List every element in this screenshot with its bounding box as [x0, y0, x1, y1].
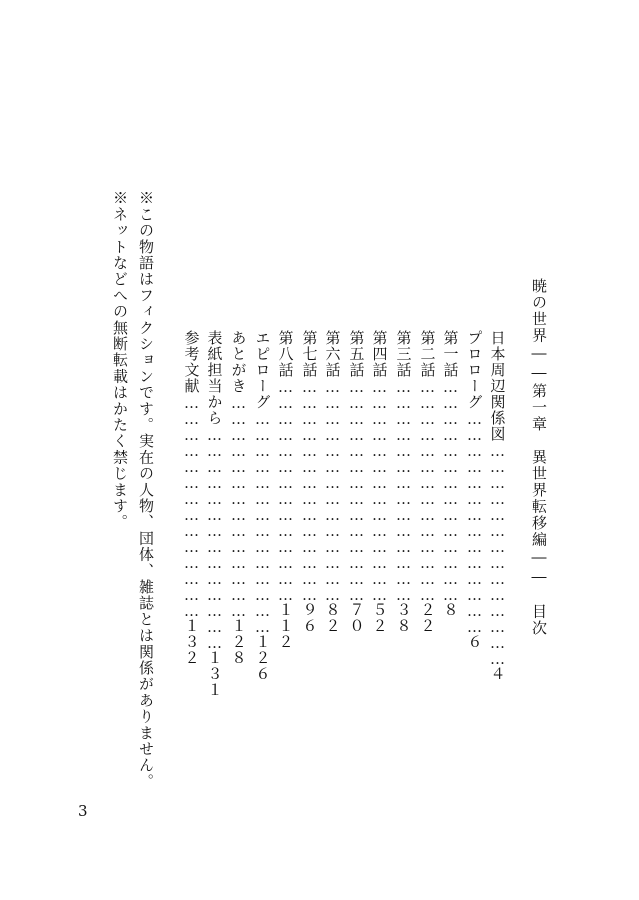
toc-page-number: ８: [441, 602, 460, 618]
toc-leader-dots: ……………………………………: [488, 442, 507, 666]
toc-entry-label: 第五話: [347, 330, 366, 378]
toc-leader-dots: ……………………………………: [418, 378, 437, 602]
toc-entry[interactable]: [394, 330, 413, 634]
fiction-disclaimer: ※この物語はフィクションです。実在の人物、団体、雑誌とは関係がありません。: [137, 190, 155, 790]
page-number: 3: [78, 802, 88, 820]
toc-page-number: １１２: [276, 602, 295, 650]
toc-page-number: ４: [488, 666, 507, 682]
toc-entry-label: 日本周辺関係図: [488, 330, 507, 442]
toc-entry-label: 参考文献: [182, 330, 201, 394]
toc-page-number: ７０: [347, 602, 366, 634]
toc-entry-label: 第二話: [418, 330, 437, 378]
toc-entry[interactable]: [323, 330, 342, 634]
toc-entry-label: 第七話: [300, 330, 319, 378]
toc-entry[interactable]: [300, 330, 319, 634]
toc-leader-dots: ……………………………………: [323, 378, 342, 602]
toc-entry-label: 第三話: [394, 330, 413, 378]
toc-entry[interactable]: [465, 330, 484, 650]
toc-entry-label: あとがき: [229, 330, 248, 394]
toc-entry-label: プロローグ: [465, 330, 484, 410]
toc-leader-dots: ……………………………………: [370, 378, 389, 602]
toc-leader-dots: ……………………………………: [465, 410, 484, 634]
toc-entry[interactable]: [441, 330, 460, 618]
toc-entry-label: 第四話: [370, 330, 389, 378]
toc-page-number: １３２: [182, 618, 201, 666]
toc-title: 暁の世界――第一章 異世界転移編―― 目次: [530, 278, 548, 637]
toc-leader-dots: ……………………………………: [347, 378, 366, 602]
toc-page-number: １２８: [229, 618, 248, 666]
toc-entry-label: 表紙担当から: [205, 330, 224, 426]
toc-page-number: ８２: [323, 602, 342, 634]
toc-page-number: ９６: [300, 602, 319, 634]
toc-entry[interactable]: [229, 330, 248, 666]
toc-entry-label: エピローグ: [253, 330, 272, 410]
toc-leader-dots: ……………………………………: [253, 410, 272, 634]
toc-entry[interactable]: [276, 330, 295, 650]
toc-entry[interactable]: [370, 330, 389, 634]
toc-entry[interactable]: [182, 330, 201, 666]
toc-entry[interactable]: [488, 330, 507, 682]
toc-leader-dots: ……………………………………: [205, 426, 224, 650]
toc-leader-dots: ……………………………………: [441, 378, 460, 602]
toc-entry-label: 第一話: [441, 330, 460, 378]
toc-leader-dots: ……………………………………: [182, 394, 201, 618]
toc-entry[interactable]: [205, 330, 224, 698]
toc-entry[interactable]: [253, 330, 272, 682]
toc-leader-dots: ……………………………………: [276, 378, 295, 602]
toc-leader-dots: ……………………………………: [394, 378, 413, 602]
toc-entry[interactable]: [347, 330, 366, 634]
toc-page-number: ３８: [394, 602, 413, 634]
toc-page-number: ５２: [370, 602, 389, 634]
toc-page-number: １３１: [205, 650, 224, 698]
toc-entry-label: 第六話: [323, 330, 342, 378]
toc-page-number: ２２: [418, 602, 437, 634]
reproduction-notice: ※ネットなどへの無断転載はかたく禁じます。: [111, 190, 129, 531]
toc-entry-label: 第八話: [276, 330, 295, 378]
toc-leader-dots: ……………………………………: [300, 378, 319, 602]
toc-page-number: １２６: [253, 634, 272, 682]
toc-entry[interactable]: [418, 330, 437, 634]
toc-leader-dots: ……………………………………: [229, 394, 248, 618]
toc-page-number: ６: [465, 634, 484, 650]
